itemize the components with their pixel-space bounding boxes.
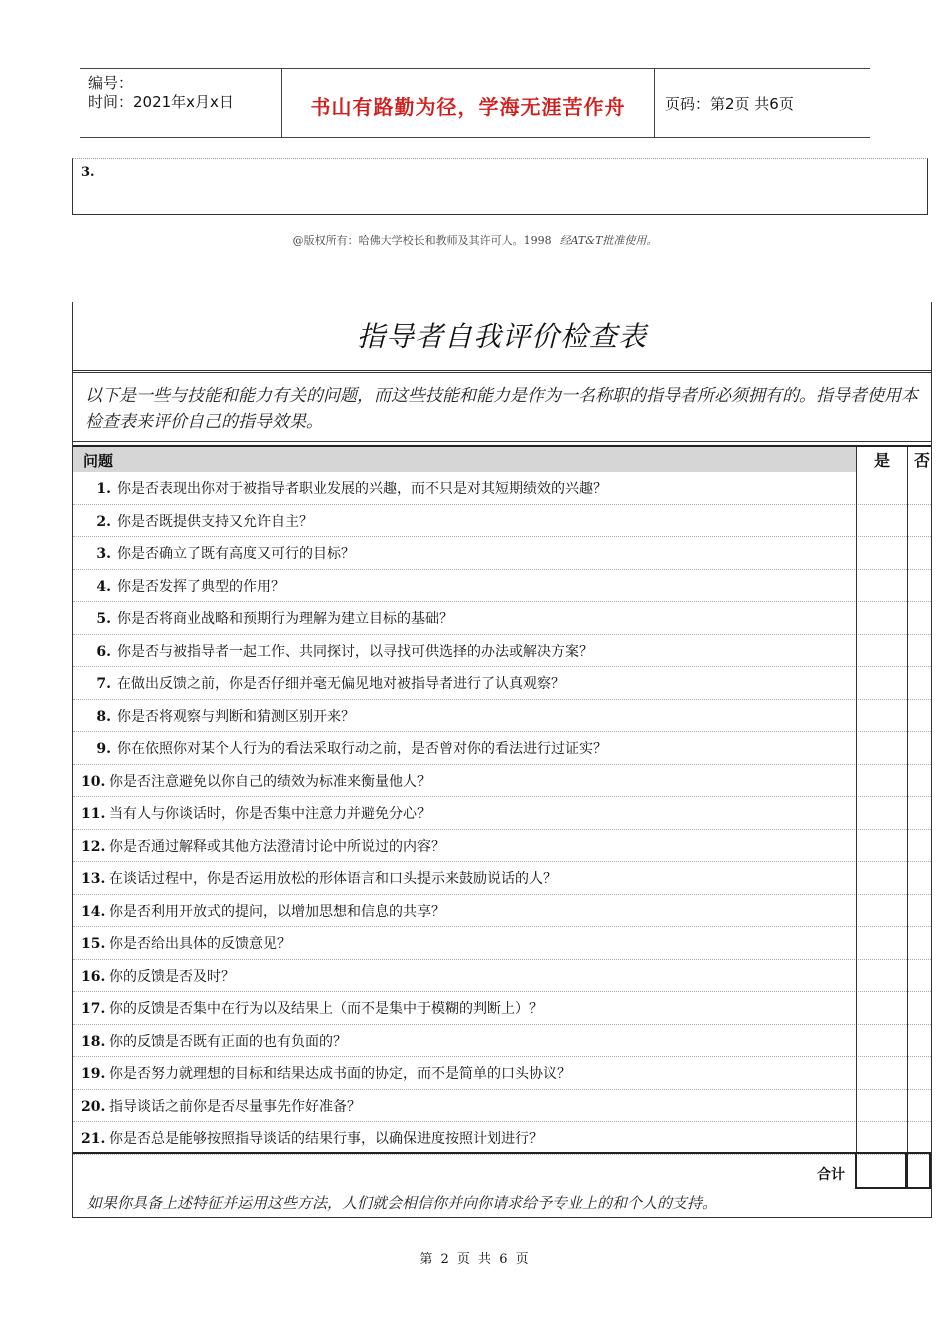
- question-number: 10.: [81, 773, 106, 790]
- question-text: [81, 608, 453, 628]
- question-body: 你是否通过解释或其他方法澄清讨论中所说过的内容？: [109, 838, 445, 855]
- question-number: 20.: [81, 1098, 106, 1115]
- question-number: 13.: [81, 871, 106, 887]
- table-row: [73, 700, 931, 733]
- yes-checkbox-cell[interactable]: [856, 1089, 857, 1123]
- question-body: 你是否确立了既有高度又可行的目标？: [117, 546, 355, 562]
- question-text: [81, 543, 355, 563]
- question-body: 你是否总是能够按照指导谈话的结果行事，以确保进度按照计划进行？: [109, 1131, 543, 1147]
- yes-checkbox-cell[interactable]: [856, 699, 857, 733]
- question-body: 你是否将观察与判断和猜测区别开来？: [117, 708, 355, 725]
- no-checkbox-cell[interactable]: [907, 829, 908, 863]
- no-checkbox-cell[interactable]: [907, 894, 908, 928]
- copyright-notice: [0, 232, 950, 248]
- question-body: 你是否给出具体的反馈意见？: [109, 936, 291, 952]
- table-row: [73, 765, 931, 798]
- total-row: [73, 1152, 931, 1191]
- question-text: [81, 1063, 571, 1083]
- table-row: [73, 895, 931, 928]
- question-body: 当有人与你谈话时，你是否集中注意力并避免分心？: [109, 806, 431, 822]
- question-table: [73, 445, 931, 1155]
- yes-checkbox-cell[interactable]: [856, 471, 857, 505]
- copyright-italic: 经AT&T批准使用。: [559, 234, 658, 247]
- question-body: 你的反馈是否及时？: [109, 968, 235, 985]
- document-header: [80, 68, 870, 138]
- no-checkbox-cell[interactable]: [907, 1056, 908, 1090]
- no-checkbox-cell[interactable]: [907, 731, 908, 765]
- yes-checkbox-cell[interactable]: [856, 991, 857, 1025]
- table-row: [73, 1122, 931, 1155]
- no-checkbox-cell[interactable]: [907, 959, 908, 993]
- yes-checkbox-cell[interactable]: [856, 861, 857, 895]
- yes-checkbox-cell[interactable]: [856, 926, 857, 960]
- question-number: 6.: [96, 643, 111, 660]
- yes-checkbox-cell[interactable]: [856, 504, 857, 538]
- table-row: [73, 602, 931, 635]
- table-row: [73, 927, 931, 960]
- question-text: [81, 1096, 361, 1116]
- table-row: [73, 537, 931, 570]
- column-header-question: 问题: [83, 452, 114, 470]
- yes-checkbox-cell[interactable]: [856, 634, 857, 668]
- no-checkbox-cell[interactable]: [907, 634, 908, 668]
- yes-checkbox-cell[interactable]: [856, 829, 857, 863]
- header-meta-cell: [80, 69, 282, 137]
- yes-checkbox-cell[interactable]: [856, 959, 857, 993]
- question-body: 在做出反馈之前，你是否仔细并毫无偏见地对被指导者进行了认真观察？: [117, 676, 565, 692]
- column-header-yes: 是: [856, 447, 907, 472]
- question-number: 16.: [81, 968, 106, 985]
- question-number: 19.: [81, 1066, 106, 1082]
- question-body: 指导谈话之前你是否尽量事先作好准备？: [109, 1098, 361, 1115]
- total-label: 合计: [817, 1167, 845, 1183]
- question-text: [81, 478, 607, 498]
- no-checkbox-cell[interactable]: [907, 504, 908, 538]
- no-checkbox-cell[interactable]: [907, 991, 908, 1025]
- question-body: 你是否注意避免以你自己的绩效为标准来衡量他人？: [109, 773, 431, 790]
- no-checkbox-cell[interactable]: [907, 666, 908, 700]
- question-text: [81, 511, 313, 531]
- header-motto-cell: [282, 69, 655, 137]
- yes-checkbox-cell[interactable]: [856, 569, 857, 603]
- question-number: 9.: [96, 741, 111, 757]
- yes-checkbox-cell[interactable]: [856, 1121, 857, 1155]
- no-checkbox-cell[interactable]: [907, 764, 908, 798]
- form-title: 指导者自我评价检查表: [73, 302, 931, 371]
- table-row: [73, 570, 931, 603]
- question-text: [81, 901, 445, 921]
- table-header-row: [73, 447, 931, 472]
- question-body: 你是否发挥了典型的作用？: [117, 578, 285, 595]
- total-no-box[interactable]: [906, 1154, 931, 1189]
- date-line: 时间：2021年x月x日: [88, 93, 234, 111]
- question-text: [81, 641, 593, 661]
- total-yes-box[interactable]: [855, 1154, 907, 1189]
- question-number: 4.: [96, 578, 111, 595]
- table-row: [73, 830, 931, 863]
- table-row: [73, 960, 931, 993]
- yes-checkbox-cell[interactable]: [856, 764, 857, 798]
- table-row: [73, 472, 931, 505]
- yes-checkbox-cell[interactable]: [856, 1056, 857, 1090]
- question-body: 你是否努力就理想的目标和结果达成书面的协定，而不是简单的口头协议？: [109, 1066, 571, 1082]
- question-body: 你是否将商业战略和预期行为理解为建立目标的基础？: [117, 611, 453, 627]
- table-row: [73, 1090, 931, 1123]
- question-text: [81, 771, 431, 791]
- question-text: [81, 933, 291, 953]
- yes-checkbox-cell[interactable]: [856, 894, 857, 928]
- motto: 书山有路勤为径，学海无涯苦作舟: [310, 95, 626, 119]
- question-text: [81, 706, 355, 726]
- question-number: 15.: [81, 936, 106, 952]
- header-page-cell: [655, 69, 870, 137]
- question-number: 17.: [81, 1001, 106, 1017]
- yes-checkbox-cell[interactable]: [856, 601, 857, 635]
- question-text: [81, 836, 445, 856]
- question-body: 你的反馈是否既有正面的也有负面的？: [109, 1033, 347, 1050]
- table-row: [73, 667, 931, 700]
- no-checkbox-cell[interactable]: [907, 1024, 908, 1058]
- closing-note: 如果你具备上述特征并运用这些方法，人们就会相信你并向你请求给予专业上的和个人的支持。: [87, 1194, 718, 1212]
- table-row: [73, 992, 931, 1025]
- form-intro: 以下是一些与技能和能力有关的问题，而这些技能和能力是作为一名称职的指导者所必须拥有的。指导者使用本检查表来评价自己的指导效果。: [73, 372, 931, 442]
- question-body: 你在依照你对某个人行为的看法采取行动之前，是否曾对你的看法进行过证实？: [117, 741, 607, 757]
- question-number: 7.: [96, 676, 111, 692]
- table-row: [73, 797, 931, 830]
- yes-checkbox-cell[interactable]: [856, 536, 857, 570]
- no-checkbox-cell[interactable]: [907, 926, 908, 960]
- question-number: 8.: [96, 708, 111, 725]
- question-number: 11.: [81, 806, 106, 822]
- no-checkbox-cell[interactable]: [907, 471, 908, 505]
- no-checkbox-cell[interactable]: [907, 601, 908, 635]
- table-row: [73, 1057, 931, 1090]
- previous-item-box: [72, 158, 928, 215]
- column-header-no: 否: [907, 447, 931, 472]
- no-checkbox-cell[interactable]: [907, 699, 908, 733]
- table-row: [73, 635, 931, 668]
- question-number: 5.: [96, 611, 111, 627]
- question-number: 1.: [96, 481, 111, 497]
- no-checkbox-cell[interactable]: [907, 861, 908, 895]
- question-number: 14.: [81, 903, 106, 920]
- question-number: 21.: [81, 1131, 106, 1147]
- question-number: 18.: [81, 1033, 106, 1050]
- checklist-form: [72, 302, 932, 1218]
- question-text: [81, 738, 607, 758]
- table-row: [73, 732, 931, 765]
- question-body: 你是否表现出你对于被指导者职业发展的兴趣，而不只是对其短期绩效的兴趣？: [117, 481, 607, 497]
- serial-label: 编号：: [88, 74, 134, 92]
- yes-checkbox-cell[interactable]: [856, 666, 857, 700]
- question-text: [81, 868, 557, 888]
- no-checkbox-cell[interactable]: [907, 536, 908, 570]
- no-checkbox-cell[interactable]: [907, 569, 908, 603]
- question-text: [81, 576, 285, 596]
- question-text: [81, 966, 235, 986]
- question-body: 你的反馈是否集中在行为以及结果上（而不是集中于模糊的判断上）？: [109, 1001, 543, 1017]
- question-body: 你是否与被指导者一起工作、共同探讨，以寻找可供选择的办法或解决方案？: [117, 643, 593, 660]
- page-info: 页码：第2页 共6页: [665, 95, 794, 113]
- page-footer: 第 2 页 共 6 页: [419, 1252, 531, 1267]
- question-number: 12.: [81, 838, 106, 855]
- table-row: [73, 505, 931, 538]
- no-checkbox-cell[interactable]: [907, 796, 908, 830]
- yes-checkbox-cell[interactable]: [856, 796, 857, 830]
- table-row: [73, 1025, 931, 1058]
- question-text: [81, 998, 543, 1018]
- no-checkbox-cell[interactable]: [907, 1089, 908, 1123]
- question-number: 3.: [96, 546, 111, 562]
- question-body: 在谈话过程中，你是否运用放松的形体语言和口头提示来鼓励说话的人？: [109, 871, 557, 887]
- table-row: [73, 862, 931, 895]
- question-text: [81, 673, 565, 693]
- question-text: [81, 803, 431, 823]
- copyright-main: @版权所有：哈佛大学校长和教师及其许可人。1998: [292, 234, 552, 247]
- question-text: [81, 1128, 543, 1148]
- yes-checkbox-cell[interactable]: [856, 1024, 857, 1058]
- question-body: 你是否既提供支持又允许自主？: [117, 513, 313, 530]
- yes-checkbox-cell[interactable]: [856, 731, 857, 765]
- question-text: [81, 1031, 347, 1051]
- question-body: 你是否利用开放式的提问，以增加思想和信息的共享？: [109, 903, 445, 920]
- question-number: 2.: [96, 513, 111, 530]
- previous-item-number: 3.: [81, 165, 95, 180]
- no-checkbox-cell[interactable]: [907, 1121, 908, 1155]
